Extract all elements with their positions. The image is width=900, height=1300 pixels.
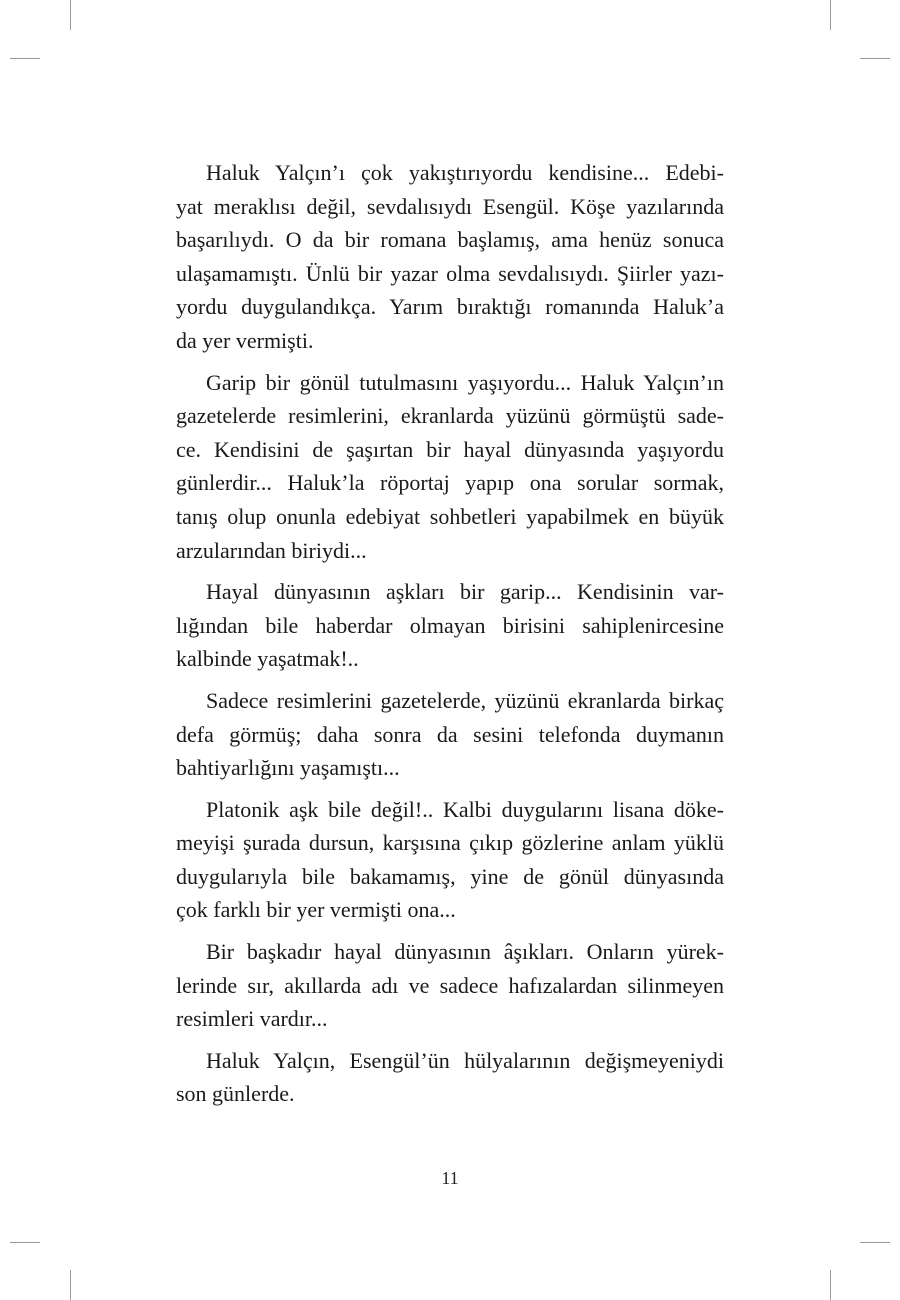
text-line: son günlerde.: [176, 1081, 295, 1107]
text-line: Sadece resimlerini gazetelerde, yüzünü ekranlarda birkaç: [206, 687, 724, 713]
paragraph: [176, 1044, 724, 1111]
body-text: [176, 156, 724, 1119]
text-line: kalbinde yaşatmak!..: [176, 646, 359, 672]
crop-mark-top-right-h: [860, 58, 890, 59]
text-line: Haluk Yalçın’ı çok yakıştırıyordu kendisine... Edebi-: [206, 160, 724, 185]
text-line: Haluk Yalçın, Esengül’ün hülyalarının değişmeyeniydi: [206, 1047, 724, 1073]
crop-mark-top-left-h: [10, 58, 40, 59]
crop-mark-top-left: [70, 0, 71, 30]
text-line: lığından bile haberdar olmayan birisini sahiplenircesine: [176, 612, 724, 638]
text-line: duygularıyla bile bakamamış, yine de gönül dünyasında: [176, 863, 724, 889]
text-line: gazetelerde resimlerini, ekranlarda yüzünü görmüştü sade-: [176, 403, 724, 429]
crop-mark-bottom-left: [70, 1270, 71, 1300]
text-line: tanış olup onunla edebiyat sohbetleri yapabilmek en büyük: [176, 503, 724, 529]
crop-mark-bottom-left-h: [10, 1242, 40, 1243]
text-line: meyişi şurada dursun, karşısına çıkıp gözlerine anlam yüklü: [176, 830, 724, 856]
text-line: Hayal dünyasının aşkları bir garip... Kendisinin var-: [206, 579, 724, 605]
paragraph: [176, 575, 724, 676]
paragraph: [176, 156, 724, 358]
text-line: Garip bir gönül tutulmasını yaşıyordu... Haluk Yalçın’ın: [206, 369, 724, 395]
text-line: yordu duygulandıkça. Yarım bıraktığı romanında Haluk’a: [176, 294, 724, 320]
crop-mark-top-right: [830, 0, 831, 30]
text-line: lerinde sır, akıllarda adı ve sadece hafızalardan silinmeyen: [176, 972, 724, 998]
crop-mark-bottom-right-h: [860, 1242, 890, 1243]
text-line: defa görmüş; daha sonra da sesini telefonda duymanın: [176, 721, 724, 747]
page-number: 11: [441, 1168, 459, 1188]
text-line: da yer vermişti.: [176, 327, 314, 353]
crop-mark-bottom-right: [830, 1270, 831, 1300]
text-line: arzularından biriydi...: [176, 537, 367, 563]
text-line: çok farklı bir yer vermişti ona...: [176, 897, 456, 923]
paragraph: [176, 366, 724, 568]
text-line: ce. Kendisini de şaşırtan bir hayal dünyasında yaşıyordu: [176, 436, 724, 462]
text-line: Bir başkadır hayal dünyasının âşıkları. Onların yürek-: [206, 939, 724, 965]
text-line: ulaşamamıştı. Ünlü bir yazar olma sevdalısıydı. Şiirler yazı-: [176, 260, 724, 286]
text-line: yat meraklısı değil, sevdalısıydı Esengül. Köşe yazılarında: [176, 193, 724, 219]
text-line: günlerdir... Haluk’la röportaj yapıp ona sorular sormak,: [176, 470, 724, 496]
paragraph: [176, 935, 724, 1036]
text-line: bahtiyarlığını yaşamıştı...: [176, 755, 400, 781]
text-line: Platonik aşk bile değil!.. Kalbi duygularını lisana döke-: [206, 796, 724, 822]
paragraph: [176, 793, 724, 927]
text-line: resimleri vardır...: [176, 1006, 328, 1032]
paragraph: [176, 684, 724, 785]
text-line: başarılıydı. O da bir romana başlamış, ama henüz sonuca: [176, 227, 724, 253]
